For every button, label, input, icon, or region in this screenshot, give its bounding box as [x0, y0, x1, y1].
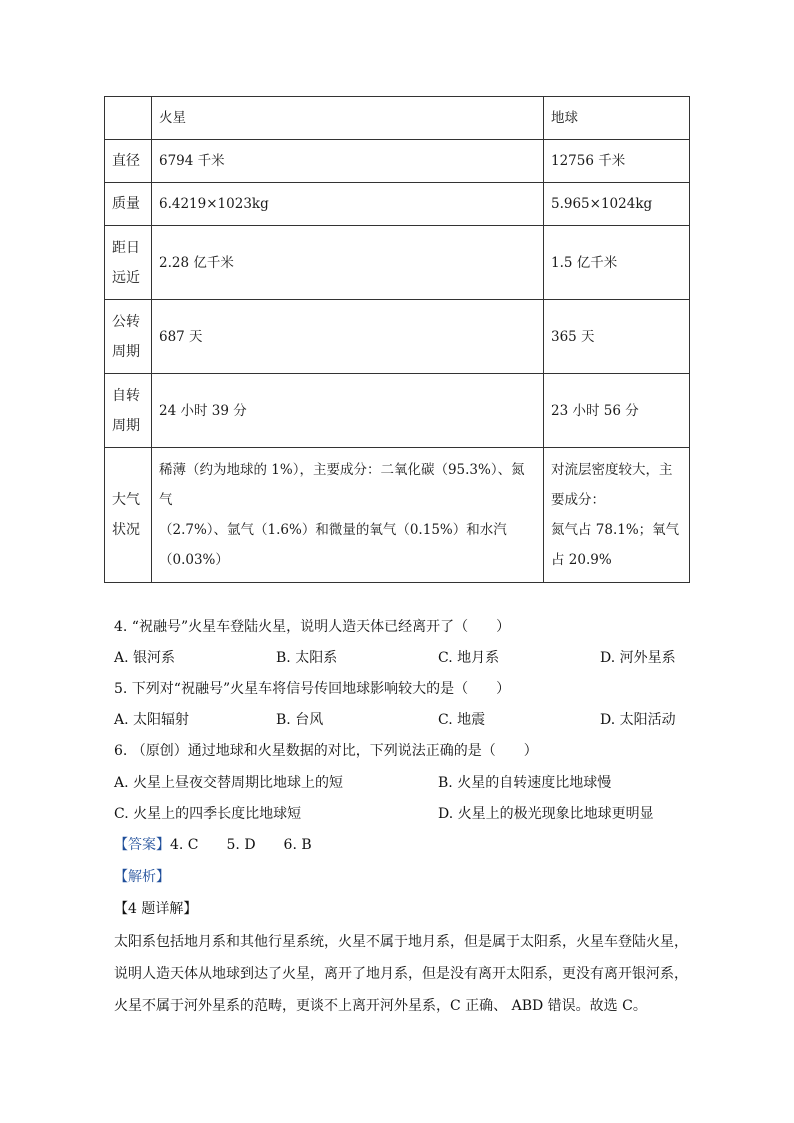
mars-value	[152, 448, 544, 583]
table-row-mass	[105, 183, 690, 226]
row-label	[105, 300, 152, 374]
earth-value: 23 小时 56 分	[544, 374, 690, 448]
header-mars: 火星	[152, 97, 544, 140]
table-header-row	[105, 97, 690, 140]
earth-value: 12756 千米	[544, 140, 690, 183]
mars-value: 6.4219×1023kg	[152, 183, 544, 226]
row-label-line: 远近	[112, 269, 140, 286]
question-6-option-d: D. 火星上的极光现象比地球更明显	[438, 806, 654, 822]
analysis-paragraph-line: 火星不属于河外星系的范畴，更谈不上离开河外星系，C 正确、 ABD 错误。故选 C。	[114, 998, 647, 1014]
earth-atmosphere-line: 占 20.9%	[551, 552, 612, 568]
mars-value: 2.28 亿千米	[152, 226, 544, 300]
table-row-revolution	[105, 300, 690, 374]
question-5-stem: 5. 下列对“祝融号”火星车将信号传回地球影响较大的是（ ）	[114, 681, 511, 697]
earth-atmosphere-line: 要成分：	[551, 492, 605, 508]
analysis-label: 【解析】	[114, 869, 170, 885]
question-5-option-c: C. 地震	[438, 712, 486, 728]
row-label-line: 状况	[112, 522, 140, 538]
question-6-option-a: A. 火星上昼夜交替周期比地球上的短	[114, 775, 344, 791]
row-label-line: 公转	[112, 313, 140, 330]
mars-atmosphere-line: 稀薄（约为地球的 1%），主要成分：二氧化碳（95.3%）、氮气	[159, 462, 525, 508]
analysis-paragraph-line: 说明人造天体从地球到达了火星，离开了地月系，但是没有离开太阳系，更没有离开银河系，	[114, 966, 688, 982]
row-label-line: 周期	[112, 343, 140, 360]
row-label-line: 自转	[112, 387, 140, 404]
earth-value	[544, 448, 690, 583]
question-4-option-d: D. 河外星系	[600, 650, 676, 666]
question-4-option-c: C. 地月系	[438, 650, 500, 666]
earth-value: 365 天	[544, 300, 690, 374]
mars-value: 687 天	[152, 300, 544, 374]
answer-label: 【答案】	[114, 837, 170, 853]
row-label-line: 大气	[112, 492, 140, 508]
answer-line	[114, 835, 312, 855]
mars-value: 24 小时 39 分	[152, 374, 544, 448]
table-row-diameter	[105, 140, 690, 183]
row-label	[105, 374, 152, 448]
row-label-line: 距日	[112, 239, 140, 256]
row-label-line: 周期	[112, 417, 140, 434]
mars-atmosphere-line: （0.03%）	[159, 552, 229, 568]
answer-values: 4. C 5. D 6. B	[170, 837, 312, 853]
mars-atmosphere-line: （2.7%）、氩气（1.6%）和微量的氧气（0.15%）和水汽	[159, 522, 507, 538]
question-5-option-b: B. 台风	[276, 712, 324, 728]
mars-value: 6794 千米	[152, 140, 544, 183]
question-6-stem: 6. （原创）通过地球和火星数据的对比，下列说法正确的是（ ）	[114, 743, 538, 759]
question-5-option-d: D. 太阳活动	[600, 712, 676, 728]
earth-value: 5.965×1024kg	[544, 183, 690, 226]
row-label: 直径	[105, 140, 152, 183]
table-row-rotation	[105, 374, 690, 448]
table-row-distance	[105, 226, 690, 300]
row-label	[105, 448, 152, 583]
header-earth: 地球	[544, 97, 690, 140]
analysis-sub-label: 【4 题详解】	[114, 901, 198, 917]
mars-earth-comparison-table	[104, 96, 690, 583]
question-6-option-b: B. 火星的自转速度比地球慢	[438, 775, 612, 791]
earth-atmosphere-line: 对流层密度较大，主	[551, 462, 673, 478]
earth-value: 1.5 亿千米	[544, 226, 690, 300]
question-5-option-a: A. 太阳辐射	[114, 712, 190, 728]
row-label	[105, 226, 152, 300]
table-row-atmosphere	[105, 448, 690, 583]
analysis-paragraph-line: 太阳系包括地月系和其他行星系统，火星不属于地月系，但是属于太阳系，火星车登陆火星，	[114, 934, 688, 950]
earth-atmosphere-line: 氮气占 78.1%；氧气	[551, 522, 680, 538]
question-4-option-b: B. 太阳系	[276, 650, 338, 666]
question-4-option-a: A. 银河系	[114, 650, 176, 666]
question-6-option-c: C. 火星上的四季长度比地球短	[114, 806, 302, 822]
row-label: 质量	[105, 183, 152, 226]
header-empty-cell	[105, 97, 152, 140]
question-4-stem: 4. “祝融号”火星车登陆火星，说明人造天体已经离开了（ ）	[114, 619, 511, 635]
